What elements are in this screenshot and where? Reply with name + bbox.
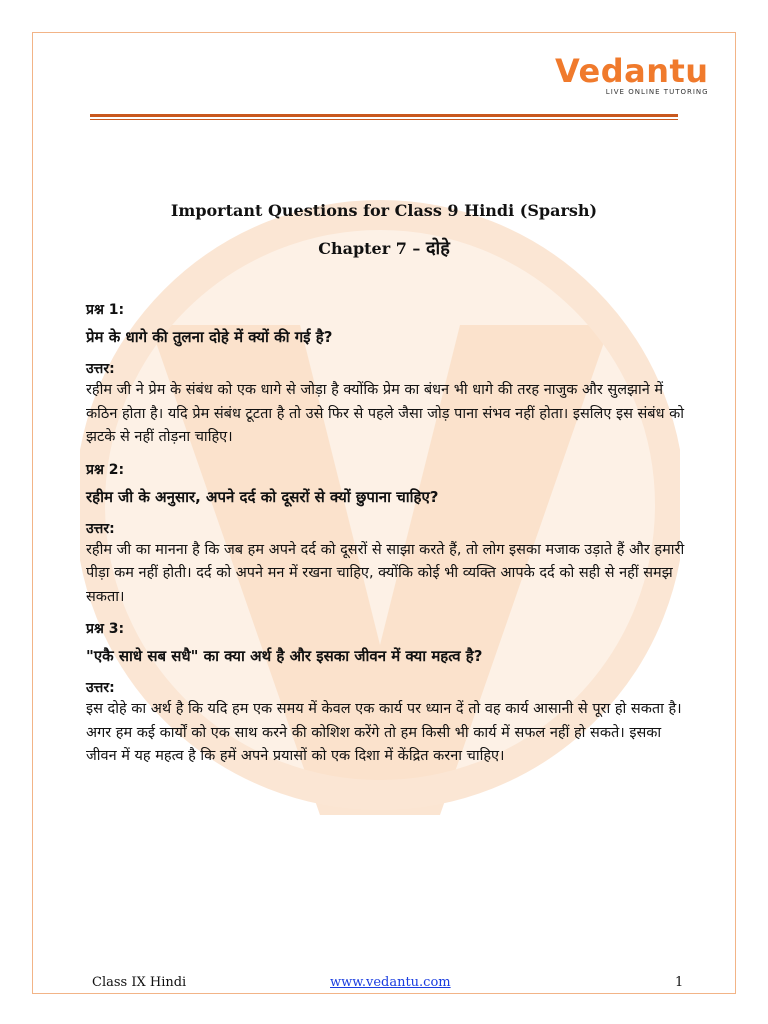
header-rule [90,114,678,117]
header-rule-thin [90,119,678,120]
logo-wordmark: Vedantu [555,52,709,90]
question-block-2 [86,460,686,610]
answer-text: रहीम जी का मानना है कि जब हम अपने दर्द को दूसरों से साझा करते हैं, तो लोग इसका मजाक उड़ाते हैं और हमारी पीड़ा कम नहीं होती। दर्द को अपने मन में रखना चाहिए, क्योंकि कोई भी व्यक्ति आपके दर्द को सही से नहीं समझ सकता। [86,541,685,605]
logo-tagline: LIVE ONLINE TUTORING [605,88,709,96]
answer-text: इस दोहे का अर्थ है कि यदि हम एक समय में केवल एक कार्य पर ध्यान दें तो वह कार्य आसानी से पूरा हो सकता है। अगर हम कई कार्यों को एक साथ करने की कोशिश करेंगे तो हम किसी भी कार्य में सफल नहीं हो सकते। इसका जीवन में यह महत्व है कि हमें अपने प्रयासों को एक दिशा में केंद्रित करना चाहिए। [86,701,682,764]
question-text: प्रेम के धागे की तुलना दोहे में क्यों की गई है? [86,328,333,346]
document-title: Important Questions for Class 9 Hindi (Sparsh) [170,201,598,220]
question-block-3 [86,619,686,769]
answer-label: उत्तर: [86,680,115,696]
question-text: "एकै साधे सब सधै" का क्या अर्थ है और इसका जीवन में क्या महत्व है? [86,647,483,665]
answer-label: उत्तर: [86,520,115,537]
questions-section [86,300,686,779]
answer-text: रहीम जी ने प्रेम के संबंध को एक धागे से जोड़ा है क्योंकि प्रेम का बंधन भी धागे की तरह नाजुक और सुलझाने में कठिन होता है। यदि प्रेम संबंध टूटता है तो उसे फिर से पहले जैसा जोड़ पाना संभव नहीं होता। इसलिए इस संबंध को झटके से नहीं तोड़ना चाहिए। [86,382,685,445]
answer-label: उत्तर: [86,361,115,377]
footer-website-link[interactable]: www.vedantu.com [330,975,451,990]
page-number: 1 [675,975,684,990]
footer-class-label: Class IX Hindi [92,975,187,990]
chapter-name: दोहे [425,238,450,259]
chapter-prefix: Chapter 7 – [318,239,426,258]
question-text: रहीम जी के अनुसार, अपने दर्द को दूसरों से क्यों छुपाना चाहिए? [86,487,439,506]
question-block-1 [86,300,686,450]
question-label: प्रश्न 3: [86,621,125,637]
question-label: प्रश्न 2: [86,461,125,478]
question-label: प्रश्न 1: [86,302,125,318]
vedantu-logo[interactable] [555,52,709,96]
chapter-heading [0,236,768,260]
